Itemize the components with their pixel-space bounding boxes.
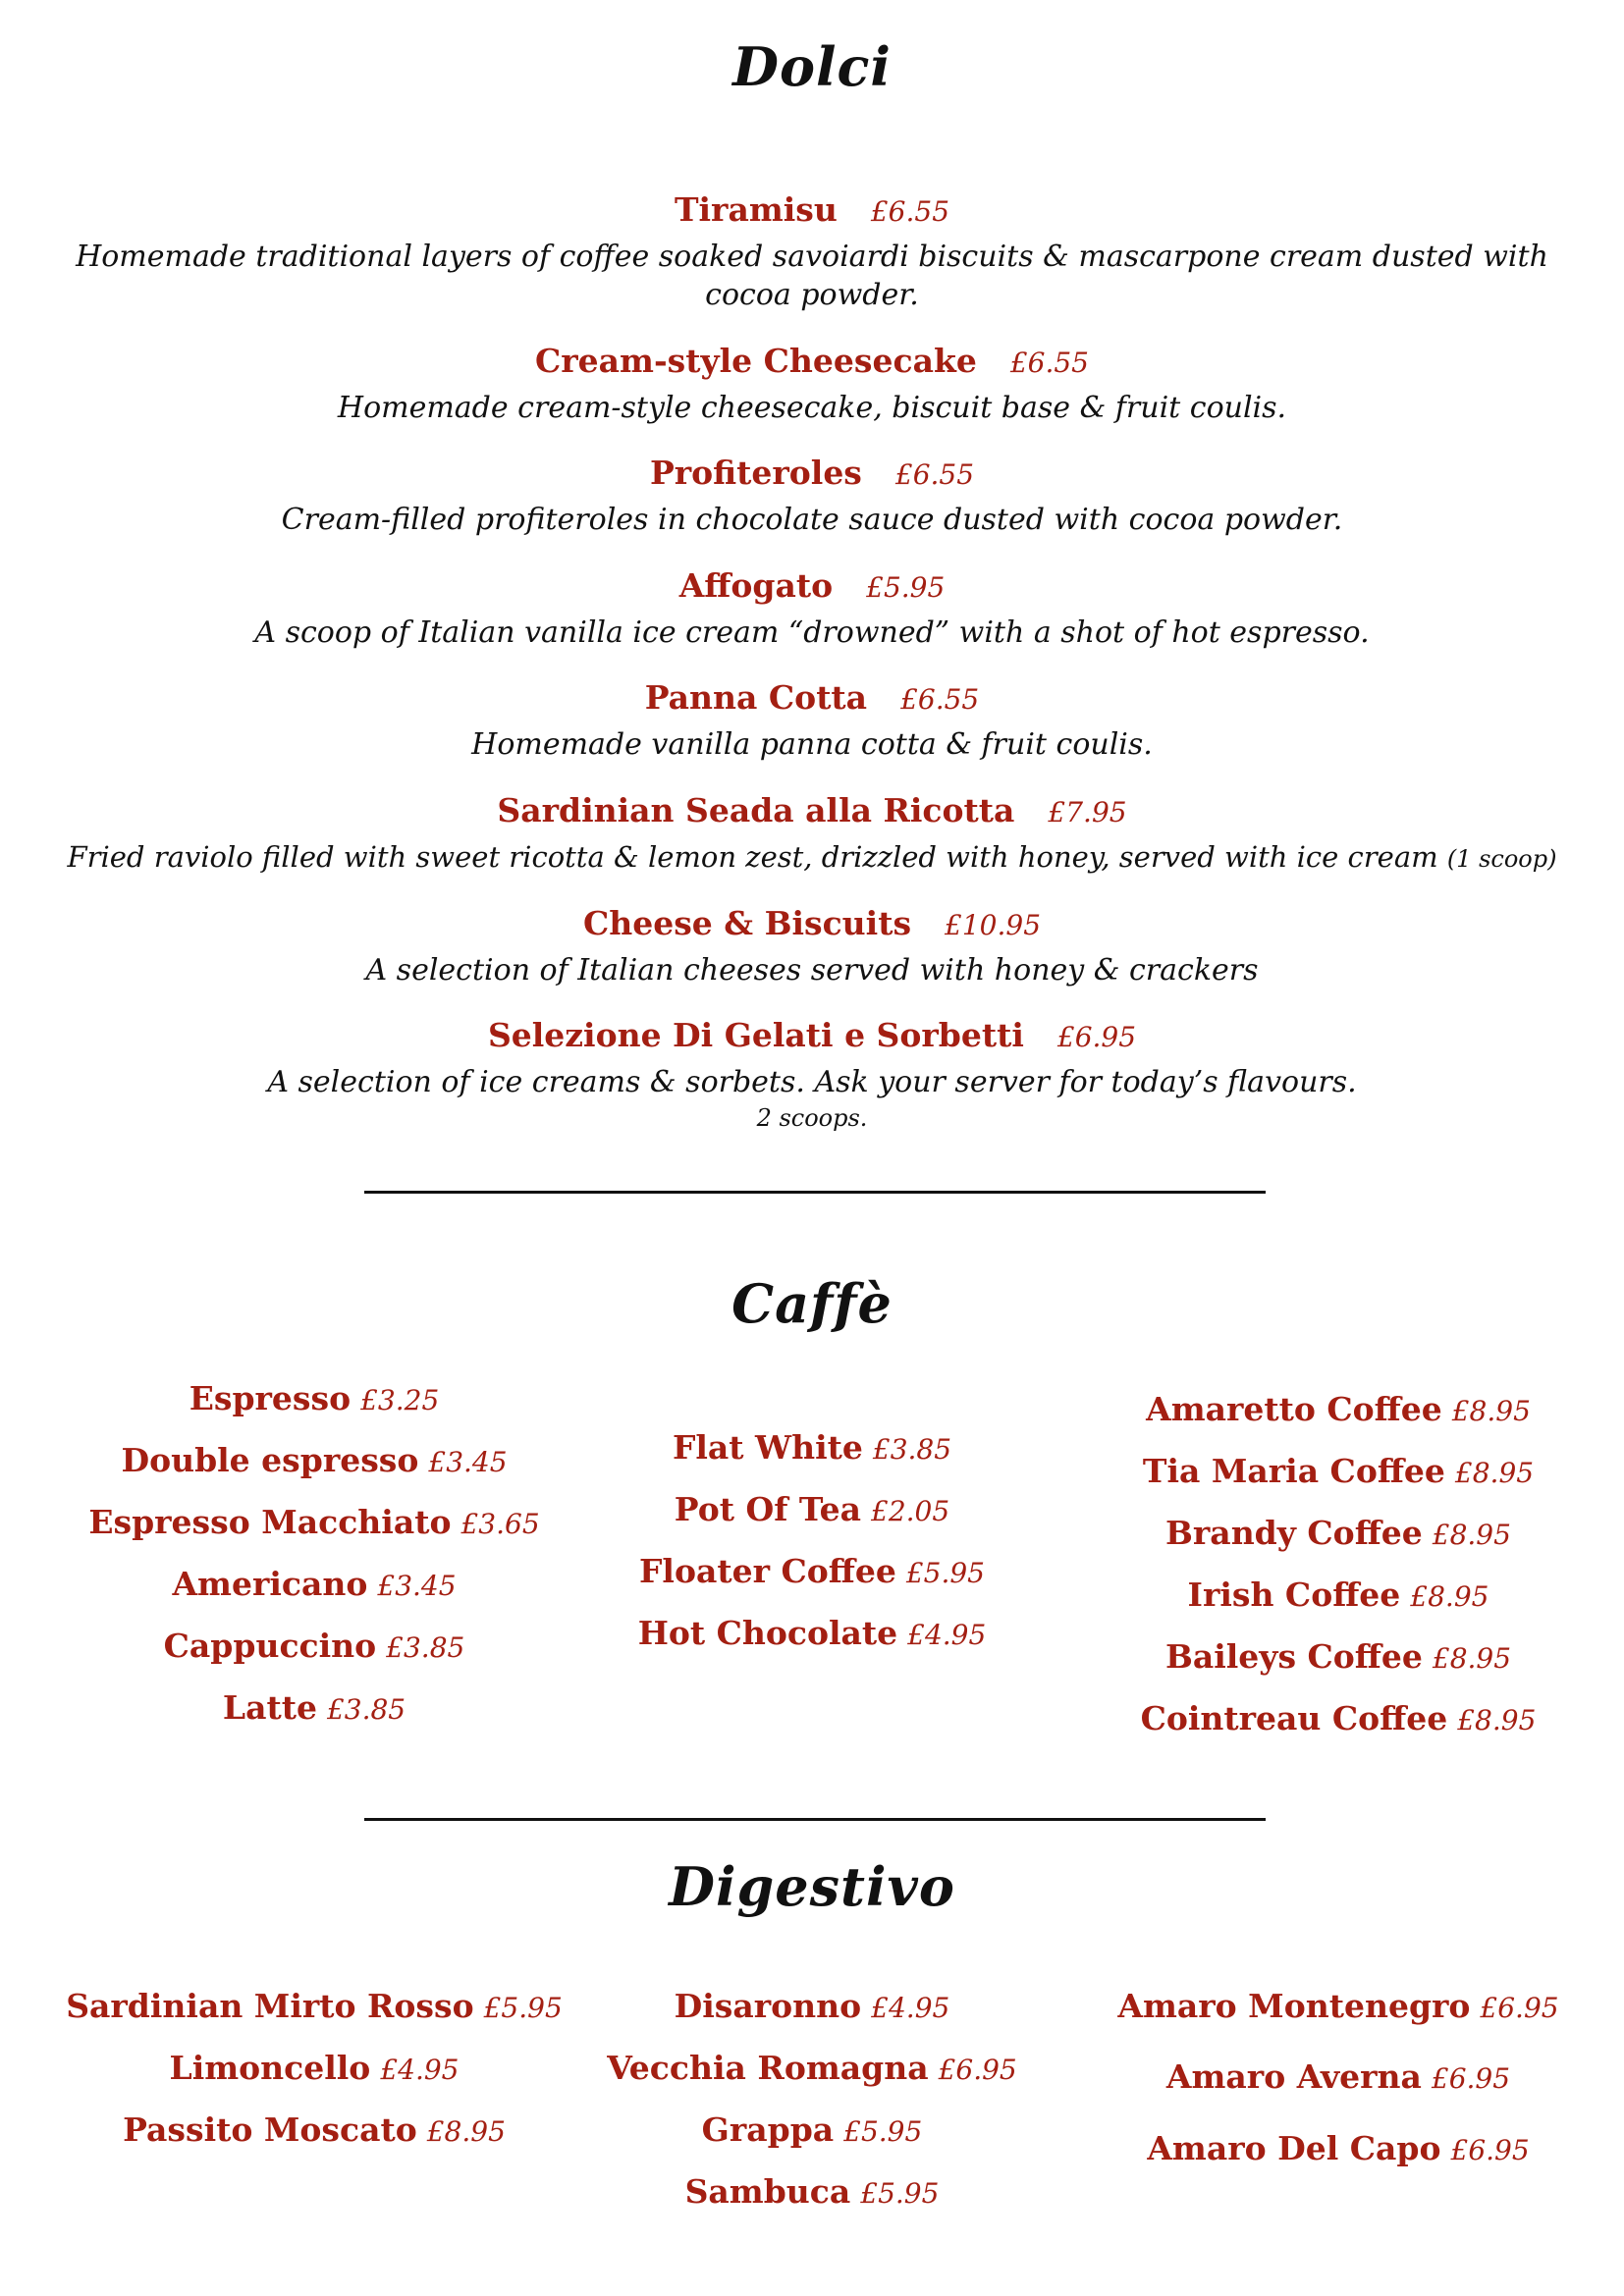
dish-price: £6.55 (894, 458, 975, 491)
menu-item: Amaro Averna £6.95 (1165, 2057, 1511, 2096)
dish-name: Cheese & Biscuits (582, 904, 912, 942)
menu-item: Amaretto Coffee £8.95 (1146, 1390, 1531, 1428)
dish-item (0, 1014, 1624, 1135)
dish-note: 2 scoops. (756, 1104, 868, 1132)
dish-description: Homemade traditional layers of coffee soaked savoiardi biscuits & mascarpone cream dusted with (76, 240, 1548, 274)
menu-item: Limoncello £4.95 (169, 2049, 460, 2087)
menu-item: Brandy Coffee £8.95 (1165, 1514, 1511, 1552)
menu-item: Sambuca £5.95 (684, 2172, 940, 2211)
dish-name: Selezione Di Gelati e Sorbetti (487, 1016, 1024, 1054)
dish-description: A selection of Italian cheeses served with honey & crackers (365, 953, 1259, 988)
dish-name: Affogato (678, 566, 834, 605)
menu-item: Pot Of Tea £2.05 (674, 1490, 950, 1528)
dish-description: A scoop of Italian vanilla ice cream “drowned” with a shot of hot espresso. (254, 615, 1370, 650)
section-divider (364, 1818, 1266, 1821)
dish-description: Homemade cream-style cheesecake, biscuit base & fruit coulis. (337, 391, 1287, 425)
dish-item (0, 676, 1624, 764)
dish-price: £6.55 (870, 195, 950, 228)
section-title-caffe: Caffè (731, 1272, 893, 1335)
dish-description: Homemade vanilla panna cotta & fruit coulis. (471, 727, 1153, 762)
dish-price: £6.55 (1009, 347, 1089, 379)
section-title-dolci: Dolci (732, 35, 892, 98)
menu-item: Sardinian Mirto Rosso £5.95 (66, 1987, 563, 2025)
dish-price: £6.95 (1056, 1021, 1137, 1053)
menu-item: Amaro Montenegro £6.95 (1117, 1987, 1559, 2025)
section-divider (364, 1191, 1266, 1194)
dish-price: £6.55 (900, 683, 980, 716)
dish-item (0, 789, 1624, 879)
menu-item: Grappa £5.95 (701, 2110, 923, 2149)
dish-name: Panna Cotta (644, 678, 868, 717)
menu-item: Amaro Del Capo £6.95 (1147, 2129, 1530, 2167)
dish-name: Sardinian Seada alla Ricotta (497, 791, 1015, 829)
menu-item: Cointreau Coffee £8.95 (1140, 1699, 1537, 1737)
dish-description: A selection of ice creams & sorbets. Ask your server for today’s flavours. (267, 1065, 1357, 1099)
dish-name: Cream-style Cheesecake (535, 342, 977, 380)
dish-price: £10.95 (945, 909, 1042, 941)
dish-item (0, 902, 1624, 989)
dish-description: Fried raviolo filled with sweet ricotta & lemon zest, drizzled with honey, served with ice cream (67, 840, 1438, 874)
menu-item: Americano £3.45 (172, 1565, 457, 1603)
dish-price: £5.95 (866, 571, 946, 604)
menu-item: Hot Chocolate £4.95 (637, 1614, 987, 1652)
dish-description-cont: cocoa powder. (705, 278, 919, 312)
section-title-digestivo: Digestivo (669, 1855, 955, 1918)
menu-item: Disaronno £4.95 (674, 1987, 950, 2025)
menu-item: Floater Coffee £5.95 (639, 1552, 985, 1590)
menu-item: Baileys Coffee £8.95 (1164, 1637, 1512, 1676)
menu-item: Cappuccino £3.85 (163, 1627, 465, 1665)
menu-item: Double espresso £3.45 (121, 1441, 508, 1479)
dish-note: (1 scoop) (1446, 845, 1557, 873)
dish-item (0, 452, 1624, 539)
dish-name: Profiteroles (649, 454, 862, 492)
menu-item: Flat White £3.85 (672, 1428, 952, 1467)
menu-item: Passito Moscato £8.95 (123, 2110, 506, 2149)
menu-item: Latte £3.85 (222, 1688, 406, 1727)
dish-item (0, 188, 1624, 314)
dish-item (0, 564, 1624, 652)
menu-item: Tia Maria Coffee £8.95 (1142, 1452, 1535, 1490)
dish-name: Tiramisu (674, 190, 838, 229)
dish-item (0, 340, 1624, 427)
menu-item: Espresso £3.25 (189, 1379, 440, 1417)
dish-description: Cream-filled profiteroles in chocolate sauce dusted with cocoa powder. (281, 503, 1343, 537)
menu-item: Vecchia Romagna £6.95 (607, 2049, 1017, 2087)
dish-price: £7.95 (1048, 796, 1127, 828)
menu-item: Espresso Macchiato £3.65 (88, 1503, 540, 1541)
menu-item: Irish Coffee £8.95 (1187, 1575, 1489, 1614)
